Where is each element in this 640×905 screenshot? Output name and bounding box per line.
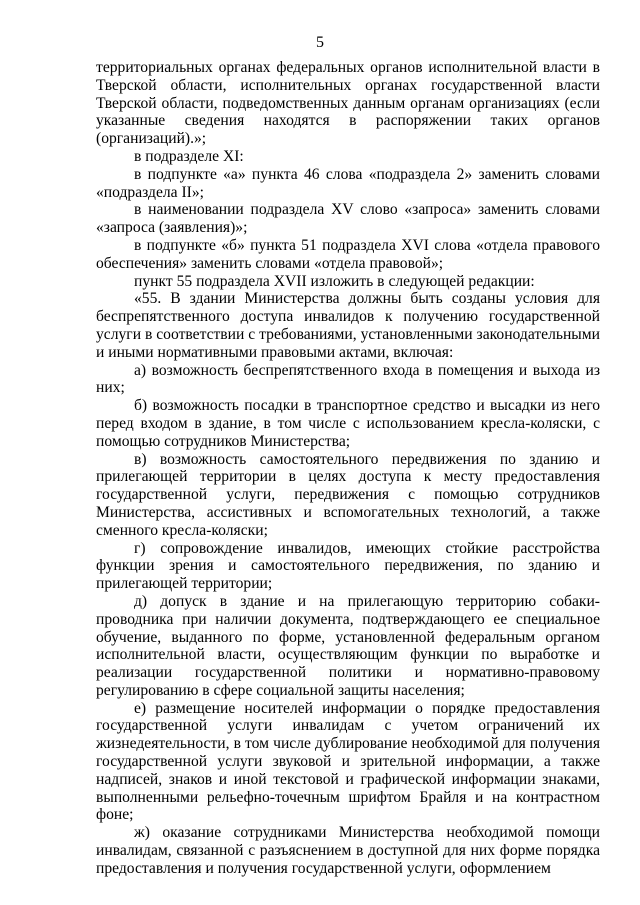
list-item-v: в) возможность самостоятельного передвижения по зданию и прилегающей территории в целях доступа к месту предоставления государственной услуги, передвижения с помощью сотрудников Министерства, ассистивных и вспомогательных технологий, а также сменного кресла-коляски; bbox=[96, 450, 600, 539]
list-item-g: г) сопровождение инвалидов, имеющих стойкие расстройства функции зрения и самостоятельного передвижения, по зданию и прилегающей территории; bbox=[96, 539, 600, 593]
list-item-zh: ж) оказание сотрудниками Министерства необходимой помощи инвалидам, связанной с разъяснением в доступной для них форме порядка предоставления и получения государственной услуги, оформлением bbox=[96, 824, 600, 877]
list-item-e: е) размещение носителей информации о порядке предоставления государственной услуги инвалидам с учетом ограничений их жизнедеятельности, в том числе дублирование необходимой для получения государственной услуги звуковой и зрительной информации, а также надписей, знаков и иной текстовой и графической информации знаками, выполненными рельефно-точечным шрифтом Брайля и на контрастном фоне; bbox=[96, 699, 600, 824]
list-item-a: а) возможность беспрепятственного входа в помещения и выхода из них; bbox=[96, 361, 600, 397]
document-body bbox=[96, 59, 600, 878]
list-item-d: д) допуск в здание и на прилегающую территорию собаки-проводника при наличии документа, подтверждающего ее специальное обучение, выданного по форме, установленной федеральным органом исполнительной власти, осуществляющим функции по выработке и реализации государственной политики и нормативно-правовому регулированию в сфере социальной защиты населения; bbox=[96, 592, 600, 699]
paragraph-continuation: территориальных органах федеральных органов исполнительной власти в Тверской области, исполнительных органах государственной власти Тверской области, подведомственных данным органам организациях (если указанные сведения находятся в распоряжении таких органов (организаций).»; bbox=[96, 59, 600, 148]
paragraph-item-55: «55. В здании Министерства должны быть созданы условия для беспрепятственного доступа инвалидов к получению государственной услуги в соответствии с требованиями, установленными законодательными и иными нормативными правовыми актами, включая: bbox=[96, 290, 600, 361]
paragraph-subsection-xi: в подразделе XI: bbox=[134, 147, 244, 165]
paragraph-item-51: в подпункте «б» пункта 51 подраздела XVI слова «отдела правового обеспечения» заменить словами «отдела правовой»; bbox=[96, 236, 600, 272]
page-number: 5 bbox=[316, 34, 324, 51]
paragraph-item-46: в подпункте «а» пункта 46 слова «подраздела 2» заменить словами «подраздела II»; bbox=[96, 165, 600, 201]
paragraph-item-55-intro: пункт 55 подраздела XVII изложить в следующей редакции: bbox=[134, 272, 535, 290]
list-item-b: б) возможность посадки в транспортное средство и высадки из него перед входом в здание, в том числе с использованием кресла-коляски, с помощью сотрудников Министерства; bbox=[96, 397, 600, 450]
paragraph-subsection-xv-title: в наименовании подраздела XV слово «запроса» заменить словами «запроса (заявления)»; bbox=[96, 201, 600, 237]
